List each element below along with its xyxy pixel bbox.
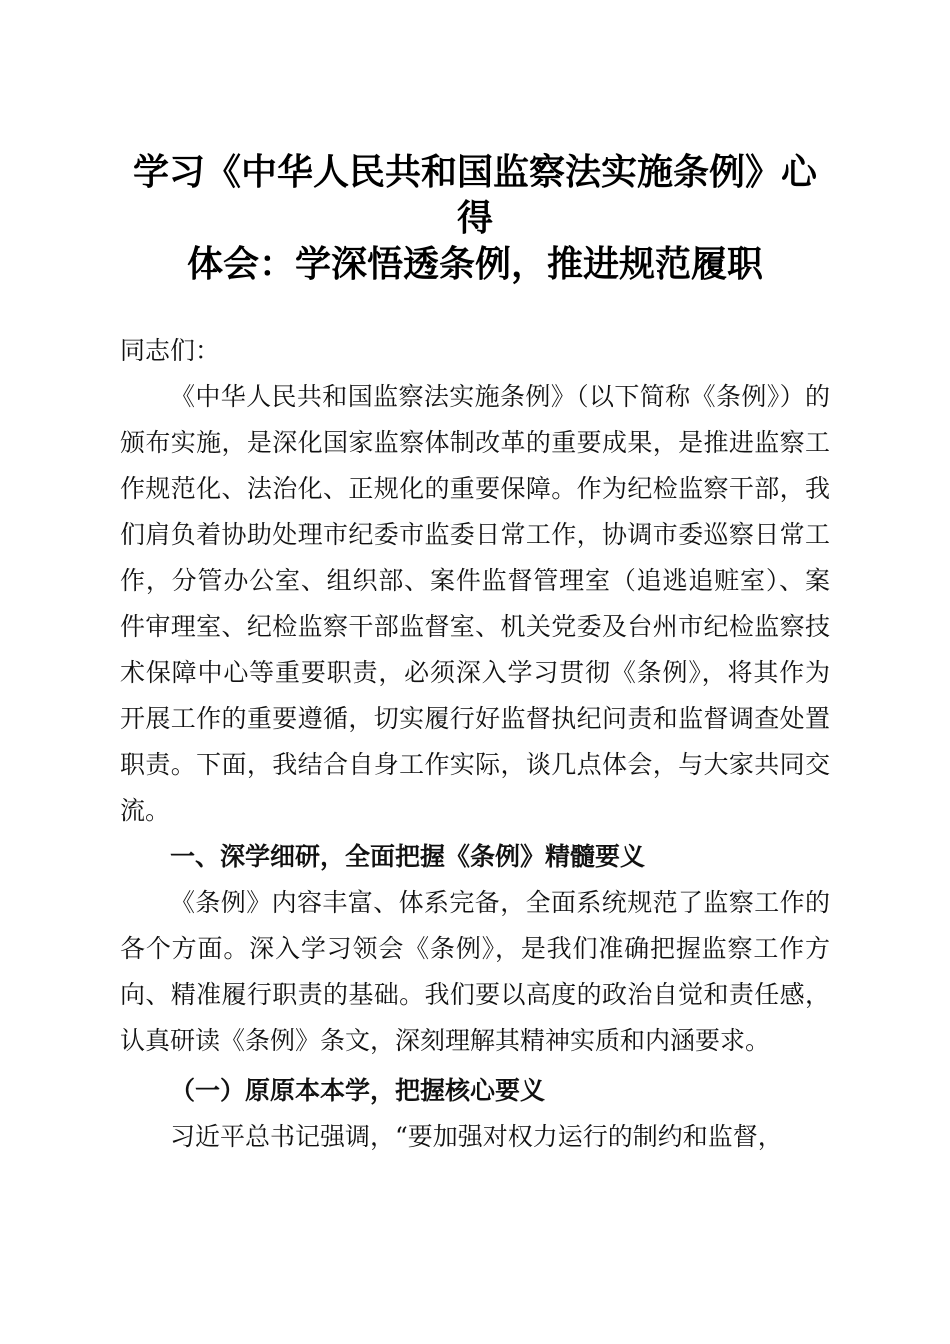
salutation: 同志们： [120, 336, 221, 365]
document-title [120, 150, 830, 288]
title-line-2: 体会：学深悟透条例，推进规范履职 [186, 244, 763, 285]
document-body [120, 328, 830, 1160]
paragraph-section-1: 《条例》内容丰富、体系完备，全面系统规范了监察工作的各个方面。深入学习领会《条例》，是我们准确把握监察工作方向、精准履行职责的基础。我们要以高度的政治自觉和责任感，认真研读《条例》条文，深刻理解其精神实质和内涵要求。 [120, 888, 830, 1055]
section-heading-1: 一、深学细研，全面把握《条例》精髓要义 [170, 842, 646, 871]
subsection-heading-1-1: （一）原原本本学，把握核心要义 [170, 1076, 546, 1105]
paragraph-intro: 《中华人民共和国监察法实施条例》（以下简称《条例》）的颁布实施，是深化国家监察体制改革的重要成果，是推进监察工作规范化、法治化、正规化的重要保障。作为纪检监察干部，我们肩负着协助处理市纪委市监委日常工作，协调市委巡察日常工作，分管办公室、组织部、案件监督管理室（追逃追赃室）、案件审理室、纪检监察干部监督室、机关党委及台州市纪检监察技术保障中心等重要职责，必须深入学习贯彻《条例》，将其作为开展工作的重要遵循，切实履行好监督执纪问责和监督调查处置职责。下面，我结合自身工作实际，谈几点体会，与大家共同交流。 [120, 382, 830, 825]
document-page [120, 150, 830, 1160]
paragraph-subsection-1-1: 习近平总书记强调，“要加强对权力运行的制约和监督， [170, 1122, 783, 1151]
title-line-1: 学习《中华人民共和国监察法实施条例》心得 [132, 152, 817, 239]
